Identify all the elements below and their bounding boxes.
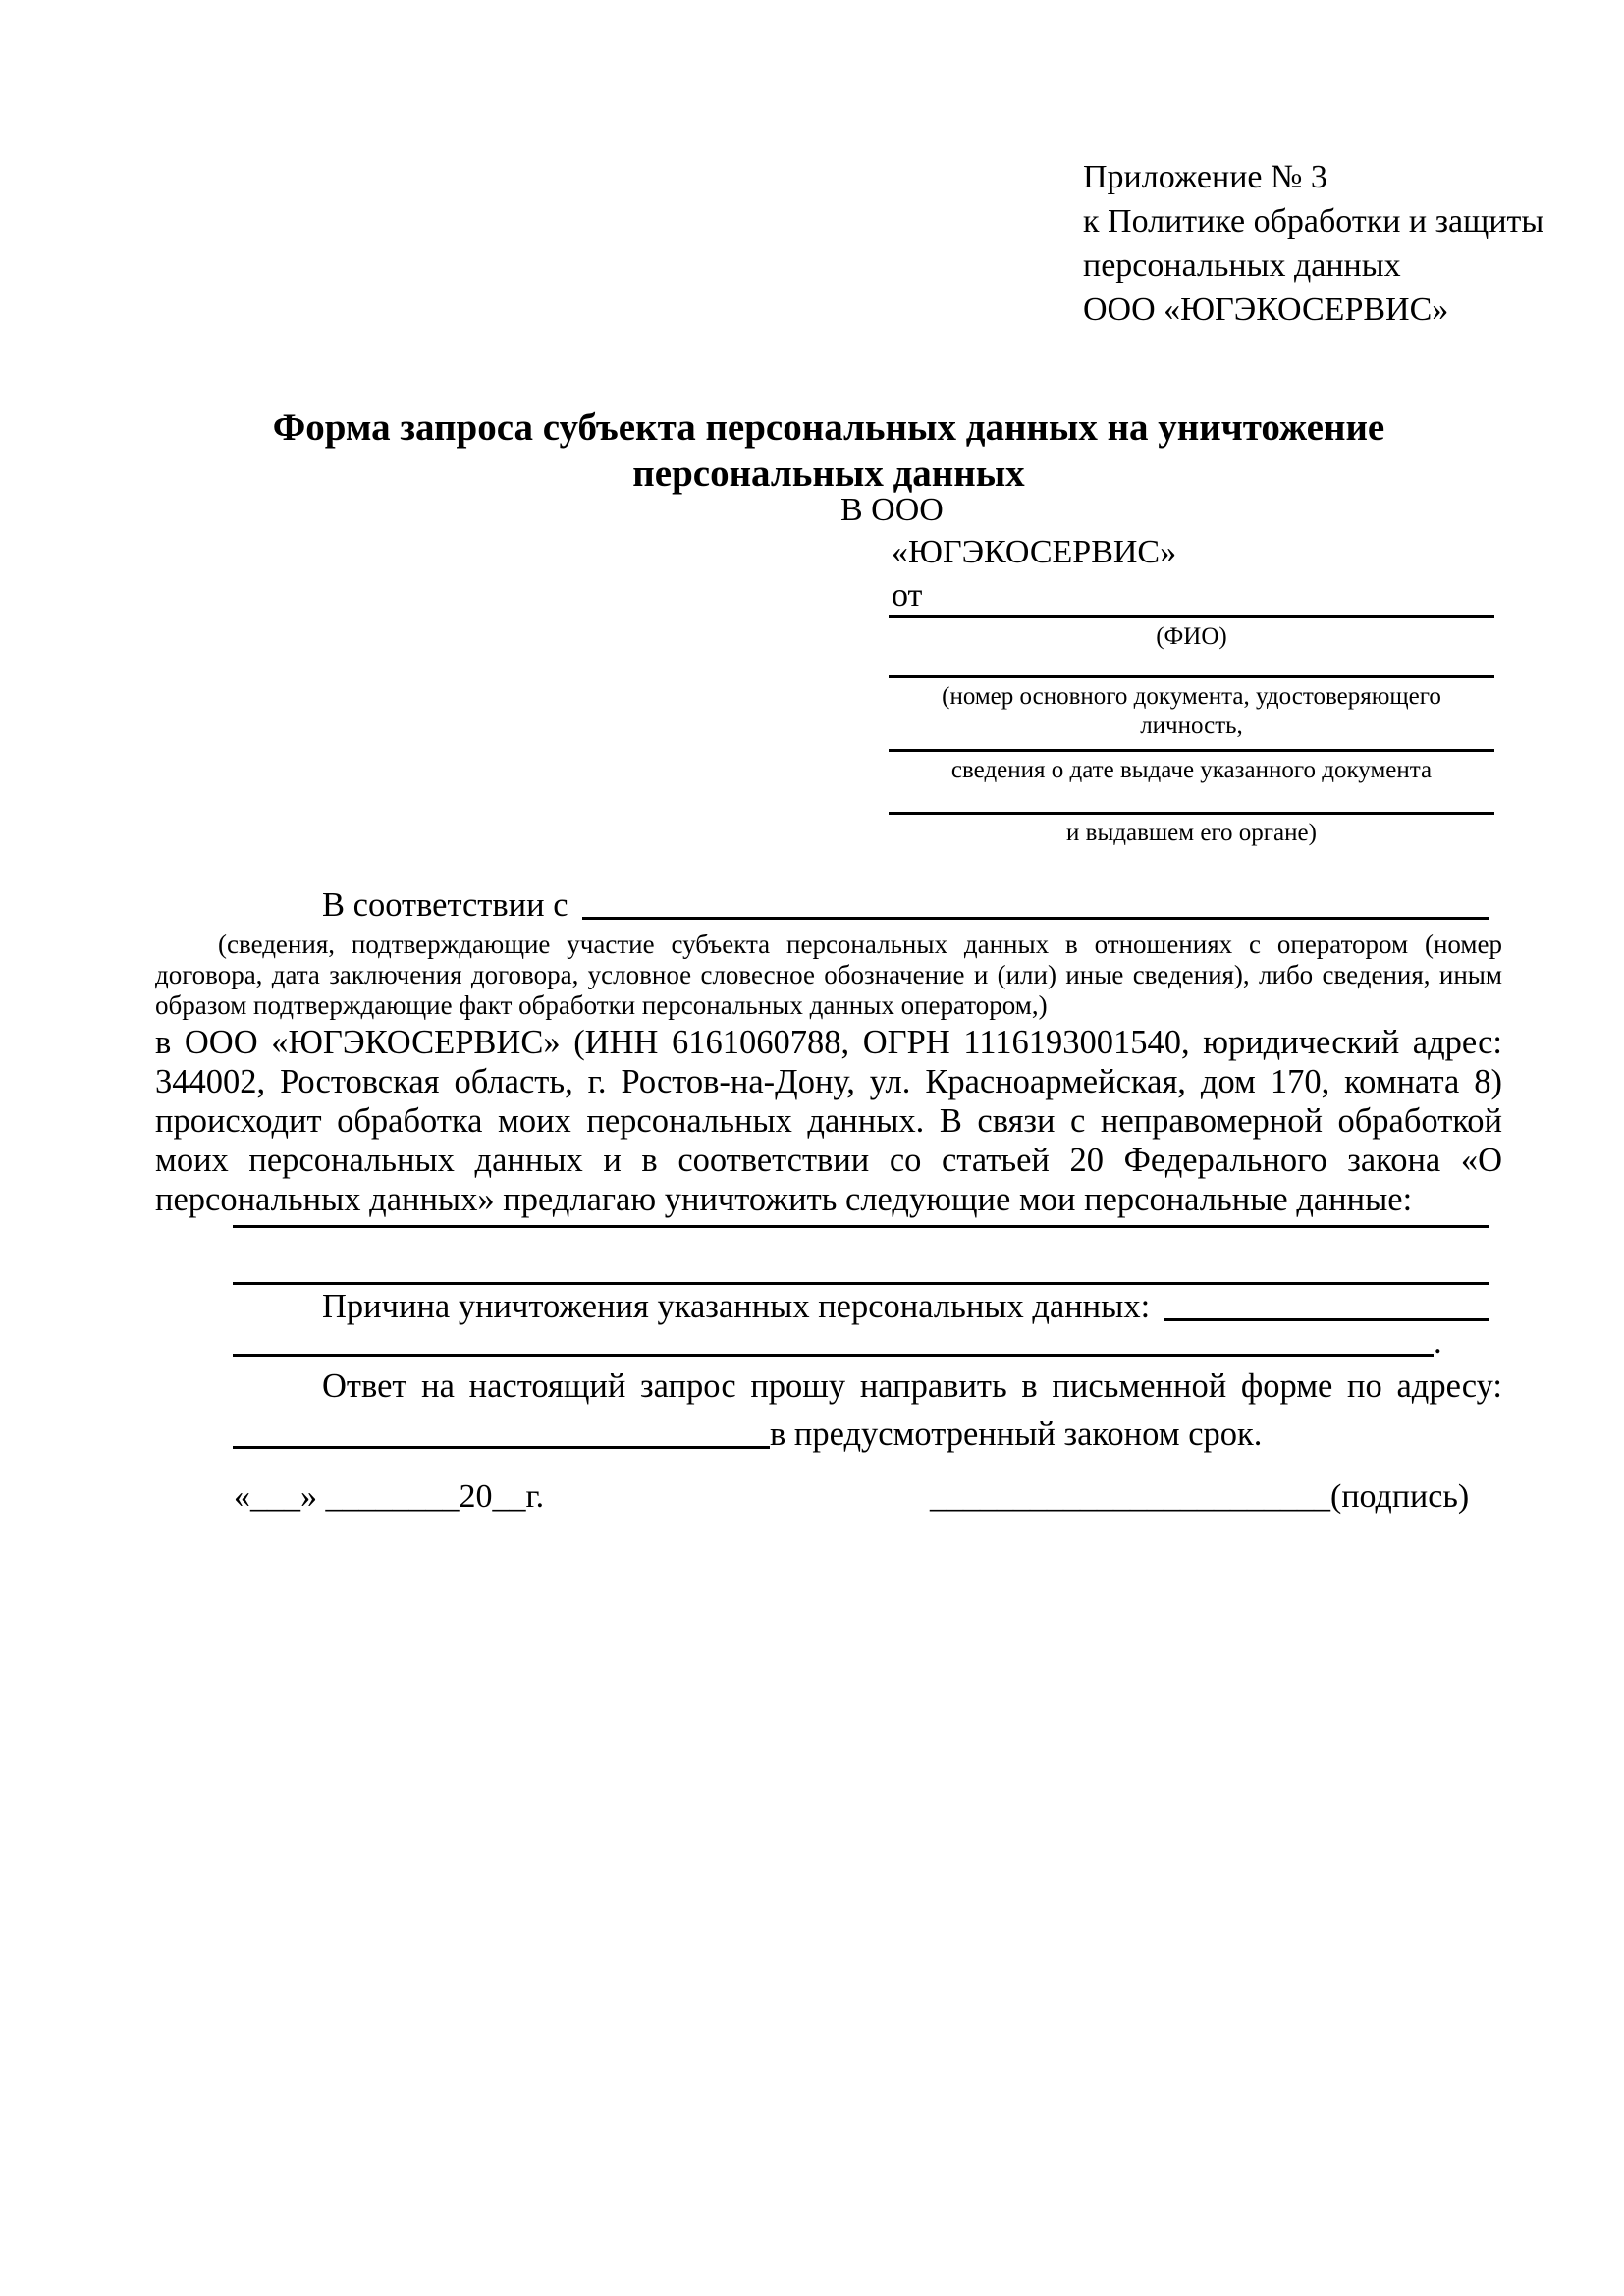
issuing-authority-blank-line — [889, 812, 1494, 815]
fio-blank-line — [889, 615, 1494, 618]
document-title — [155, 404, 1502, 497]
document-title-line2: персональных данных — [632, 453, 1025, 495]
accordance-prefix: В соответствии с — [322, 886, 568, 924]
signature-blank-line: ________________________ — [930, 1478, 1330, 1515]
signature-caption: (подпись) — [1330, 1478, 1470, 1515]
appendix-note-line: персональных данных — [1083, 247, 1401, 284]
appendix-note — [1083, 155, 1543, 332]
accordance-blank-line — [582, 917, 1489, 920]
signature-row — [930, 1476, 1469, 1518]
issuing-authority-caption: и выдавшем его органе) — [1066, 820, 1317, 846]
line-terminator: . — [1434, 1323, 1442, 1361]
data-blank-line-1 — [233, 1225, 1489, 1228]
document-number-blank-line — [889, 675, 1494, 678]
issue-date-blank-line — [889, 749, 1494, 752]
reason-label: Причина уничтожения указанных персональных данных: — [322, 1288, 1151, 1325]
addressee-to-prefix: В ООО — [840, 492, 944, 528]
appendix-note-line: ООО «ЮГЭКОСЕРВИС» — [1083, 292, 1449, 328]
date-blank: «___» ________20__г. — [234, 1478, 545, 1515]
addressee-from-label: от — [892, 577, 923, 614]
accordance-row — [155, 884, 1489, 926]
addressee-org-name: «ЮГЭКОСЕРВИС» — [892, 534, 1177, 570]
reason-blank-line-2 — [233, 1354, 1434, 1357]
main-paragraph: в ООО «ЮГЭКОСЕРВИС» (ИНН 6161060788, ОГРН 1116193001540, юридический адрес: 344002, Ростовская область, г. Ростов-на-Дону, ул. Красноармейская, дом 170, комната 8) происходит обработка моих персональных данных. В связи с неправомерной обработкой моих персональных данных и в соответствии со статьей 20 Федерального закона «О персональных данных» предлагаю уничтожить следующие мои персональные данные: — [155, 1024, 1502, 1218]
reply-tail: в предусмотренный законом срок. — [770, 1415, 1263, 1453]
fio-caption: (ФИО) — [1156, 623, 1227, 650]
reason-continuation-row — [233, 1321, 1448, 1362]
document-number-caption: (номер основного документа, удостоверяющего личность, — [942, 683, 1441, 739]
reply-sentence: Ответ на настоящий запрос прошу направить в письменной форме по адресу: — [322, 1367, 1502, 1405]
reply-address-row — [233, 1414, 1262, 1455]
appendix-note-line: к Политике обработки и защиты — [1083, 203, 1544, 240]
fine-print: (сведения, подтверждающие участие субъекта персональных данных в отношениях с оператором (номер договора, дата заключения договора, условное словесное обозначение и (или) иные сведения), либо сведения, иным образом подтверждающие факт обработки персональных данных оператором,) — [155, 930, 1502, 1020]
data-blank-line-2 — [233, 1282, 1489, 1285]
appendix-note-line: Приложение № 3 — [1083, 159, 1327, 195]
address-blank-line — [233, 1446, 770, 1449]
document-title-line1: Форма запроса субъекта персональных данных на уничтожение — [272, 406, 1385, 449]
issue-date-caption: сведения о дате выдаче указанного документа — [950, 757, 1433, 783]
